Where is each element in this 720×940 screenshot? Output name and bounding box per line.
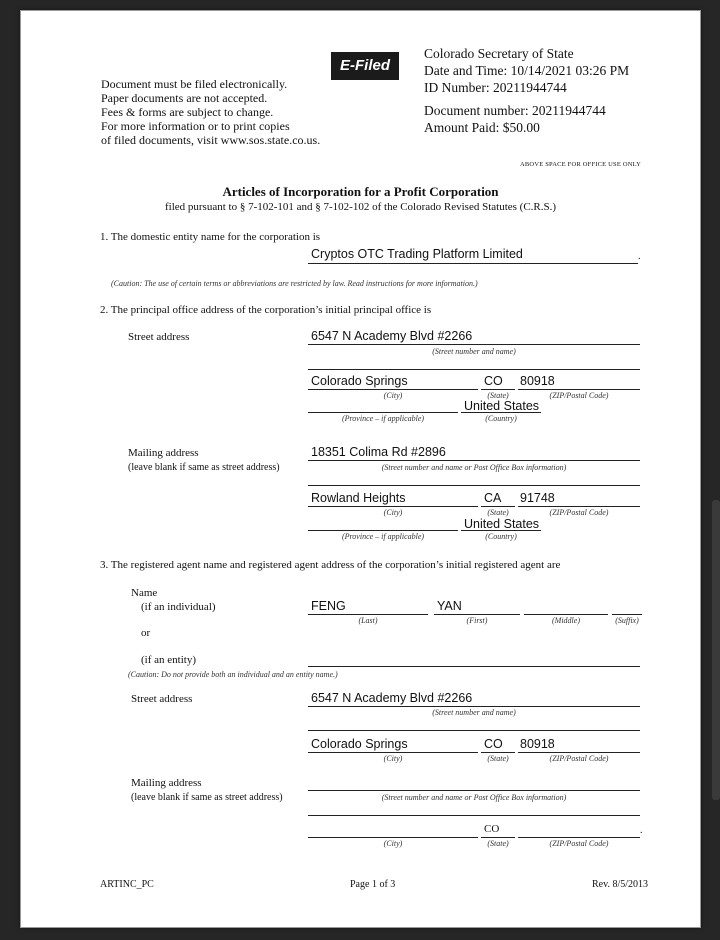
city-caption: (City) — [383, 839, 403, 848]
section-3-caution: (Caution: Do not provide both an individual and an entity name.) — [128, 670, 338, 679]
mailing-state-line — [481, 506, 515, 507]
agent-mailing-street-field[interactable] — [308, 790, 640, 791]
agent-zip-line — [518, 752, 640, 753]
mailing-city-line — [308, 506, 478, 507]
last-name-line — [308, 614, 428, 615]
amount-paid: Amount Paid: $50.00 — [424, 120, 540, 135]
agent-street-field[interactable]: 6547 N Academy Blvd #2266 — [311, 691, 473, 705]
notice-line: of filed documents, visit www.sos.state.co.us. — [101, 133, 321, 147]
agent-mailing-state-field[interactable]: CO — [484, 823, 500, 835]
zip-line — [518, 389, 640, 390]
principal-street-line — [308, 344, 640, 345]
agent-street-label: Street address — [131, 693, 193, 705]
mailing-street-line — [308, 460, 640, 461]
agent-middle-name-field[interactable] — [524, 614, 608, 615]
date-time: Date and Time: 10/14/2021 03:26 PM — [424, 63, 630, 78]
city-caption: (City) — [383, 508, 403, 517]
notice-line: For more information or to print copies — [101, 119, 290, 133]
state-caption: (State) — [487, 839, 509, 848]
agent-first-name-field[interactable]: YAN — [437, 599, 462, 613]
agent-name-label: Name — [131, 587, 158, 599]
zip-caption: (ZIP/Postal Code) — [549, 391, 609, 400]
zip-caption: (ZIP/Postal Code) — [549, 508, 609, 517]
first-name-line — [434, 614, 520, 615]
middle-caption: (Middle) — [552, 616, 580, 625]
street-caption: (Street number and name) — [432, 347, 516, 356]
agent-mailing-zip-field[interactable] — [518, 837, 640, 838]
province-caption: (Province – if applicable) — [341, 414, 425, 423]
section-3-label: 3. The registered agent name and registered agent address of the corporation’s initial registered agent are — [100, 559, 561, 571]
mailing-zip-line — [518, 506, 640, 507]
agent-entity-label: (if an entity) — [141, 654, 196, 666]
principal-state-field[interactable]: CO — [484, 374, 503, 388]
agent-street-line-2 — [308, 730, 640, 731]
agent-state-field[interactable]: CO — [484, 737, 503, 751]
state-caption: (State) — [487, 754, 509, 763]
office-info — [424, 45, 629, 136]
province-line — [308, 412, 458, 413]
footer-form-code: ARTINC_PC — [100, 879, 154, 890]
mailing-country-line — [461, 530, 541, 531]
agent-mailing-city-field[interactable] — [308, 837, 478, 838]
document-page: Document must be filed electronically. Paper documents are not accepted. Fees & forms are subject to change. For more information or to print copies of filed documents, visit www.sos.state.co.us. E-Filed Colorado Secretary of State Date and Time: 10/14/2021 03:26 PM ID Number: 20211944744 Document number: 20211944744 Amount Paid: $50.00 ABOVE SPACE FOR OFFICE USE ONLY Articles of Incorporation for a Profit Corporation filed pursuant to § 7-102-101 and § 7-102-102 of the Colorado Revised Statutes (C.R.S.) 1. The domestic entity name for the corporation is Cryptos OTC Trading Platform Limited . (Caution: The use of certain terms or abbreviations are restricted by law. Read instructions for more information.) 2. The principal office address of the corporation’s initial principal office is Street address 6547 N Academy Blvd #2266 (Street number and name) Colorado Springs (City) CO (State) 80918 (ZIP/Postal Code) (Province – if applicable) United States (Country) Mailing address (leave blank if same as street address) 18351 Colima Rd #2896 (Street number and name or Post Office Box information) Rowland Heights (City) CA (State) 91748 (ZIP/Postal Code) (Province – if applicable) United States (Country) 3. The registered agent name and registered agent address of the corporation’s initial registered agent are Name (if an individual) FENG (Last) YAN (First) (Middle) (Suffix) or (if an entity) (Caution: Do not provide both an individual and an entity name.) Street address 6547 N Academy Blvd #2266 (Street number and name) Colorado Springs (City) CO (State) 80918 (ZIP/Postal Code) Mailing address (leave blank if same as street address) (Street number and name or Post Office Box information) (City) CO (State) (ZIP/Postal Code) . ARTINC_PC Page 1 of 3 Rev. 8/5/2013 — [20, 10, 701, 928]
principal-street-field[interactable]: 6547 N Academy Blvd #2266 — [311, 329, 473, 343]
or-label: or — [141, 627, 151, 639]
mailing-zip-field[interactable]: 91748 — [520, 491, 555, 505]
agent-mailing-street-line-2 — [308, 815, 640, 816]
principal-country-field[interactable]: United States — [464, 399, 540, 413]
street-caption: (Street number and name) — [432, 708, 516, 717]
state-caption: (State) — [487, 508, 509, 517]
city-line — [308, 389, 478, 390]
agent-suffix-field[interactable] — [612, 614, 642, 615]
filing-notice — [101, 77, 320, 147]
mailing-state-field[interactable]: CA — [484, 491, 502, 505]
notice-line: Document must be filed electronically. — [101, 77, 288, 91]
agent-entity-field[interactable] — [308, 666, 640, 667]
country-caption: (Country) — [485, 414, 517, 423]
agent-mailing-state-line — [481, 837, 515, 838]
agent-street-line — [308, 706, 640, 707]
agent-last-name-field[interactable]: FENG — [311, 599, 346, 613]
footer-page-number: Page 1 of 3 — [350, 879, 396, 890]
last-caption: (Last) — [358, 616, 378, 625]
mailing-address-label: Mailing address — [128, 447, 199, 459]
state-caption: (State) — [487, 391, 509, 400]
scrollbar[interactable] — [712, 500, 720, 800]
document-title: Articles of Incorporation for a Profit Corporation — [222, 184, 499, 199]
mailing-address-note: (leave blank if same as street address) — [128, 462, 280, 473]
agent-city-line — [308, 752, 478, 753]
principal-city-field[interactable]: Colorado Springs — [311, 374, 408, 388]
document-number: Document number: 20211944744 — [424, 103, 606, 118]
mailing-province-line — [308, 530, 458, 531]
zip-caption: (ZIP/Postal Code) — [549, 754, 609, 763]
principal-zip-field[interactable]: 80918 — [520, 374, 555, 388]
state-line — [481, 389, 515, 390]
city-caption: (City) — [383, 391, 403, 400]
agent-city-field[interactable]: Colorado Springs — [311, 737, 408, 751]
mailing-caption: (Street number and name or Post Office Box information) — [381, 793, 567, 802]
office-use-note: ABOVE SPACE FOR OFFICE USE ONLY — [520, 161, 642, 168]
first-caption: (First) — [466, 616, 488, 625]
notice-line: Paper documents are not accepted. — [101, 91, 268, 105]
office-name: Colorado Secretary of State — [424, 46, 574, 61]
section-1-caution: (Caution: The use of certain terms or abbreviations are restricted by law. Read instructions for more information.) — [111, 279, 478, 288]
agent-state-line — [481, 752, 515, 753]
agent-individual-label: (if an individual) — [141, 601, 216, 613]
city-caption: (City) — [383, 754, 403, 763]
mailing-street-field[interactable]: 18351 Colima Rd #2896 — [311, 445, 446, 459]
mailing-street-line-2 — [308, 485, 640, 486]
street-address-label: Street address — [128, 331, 190, 343]
mailing-city-field[interactable]: Rowland Heights — [311, 491, 406, 505]
principal-street-line-2 — [308, 369, 640, 370]
agent-zip-field[interactable]: 80918 — [520, 737, 555, 751]
notice-line: Fees & forms are subject to change. — [101, 105, 274, 119]
agent-mailing-label: Mailing address — [131, 777, 202, 789]
mailing-caption: (Street number and name or Post Office Box information) — [381, 463, 567, 472]
document-subtitle: filed pursuant to § 7-102-101 and § 7-102-102 of the Colorado Revised Statutes (C.R.S.) — [164, 201, 557, 213]
entity-name-field[interactable]: Cryptos OTC Trading Platform Limited — [311, 247, 523, 261]
entity-name-line — [308, 263, 638, 264]
country-caption: (Country) — [485, 532, 517, 541]
agent-mailing-note: (leave blank if same as street address) — [131, 792, 283, 803]
e-filed-badge: E-Filed — [331, 52, 399, 80]
province-caption: (Province – if applicable) — [341, 532, 425, 541]
footer-revision: Rev. 8/5/2013 — [592, 879, 649, 890]
suffix-caption: (Suffix) — [615, 616, 639, 625]
zip-caption: (ZIP/Postal Code) — [549, 839, 609, 848]
id-number: ID Number: 20211944744 — [424, 80, 567, 95]
section-2-label: 2. The principal office address of the corporation’s initial principal office is — [100, 304, 432, 316]
country-line — [461, 412, 541, 413]
mailing-country-field[interactable]: United States — [464, 517, 540, 531]
section-1-label: 1. The domestic entity name for the corporation is — [100, 231, 321, 243]
